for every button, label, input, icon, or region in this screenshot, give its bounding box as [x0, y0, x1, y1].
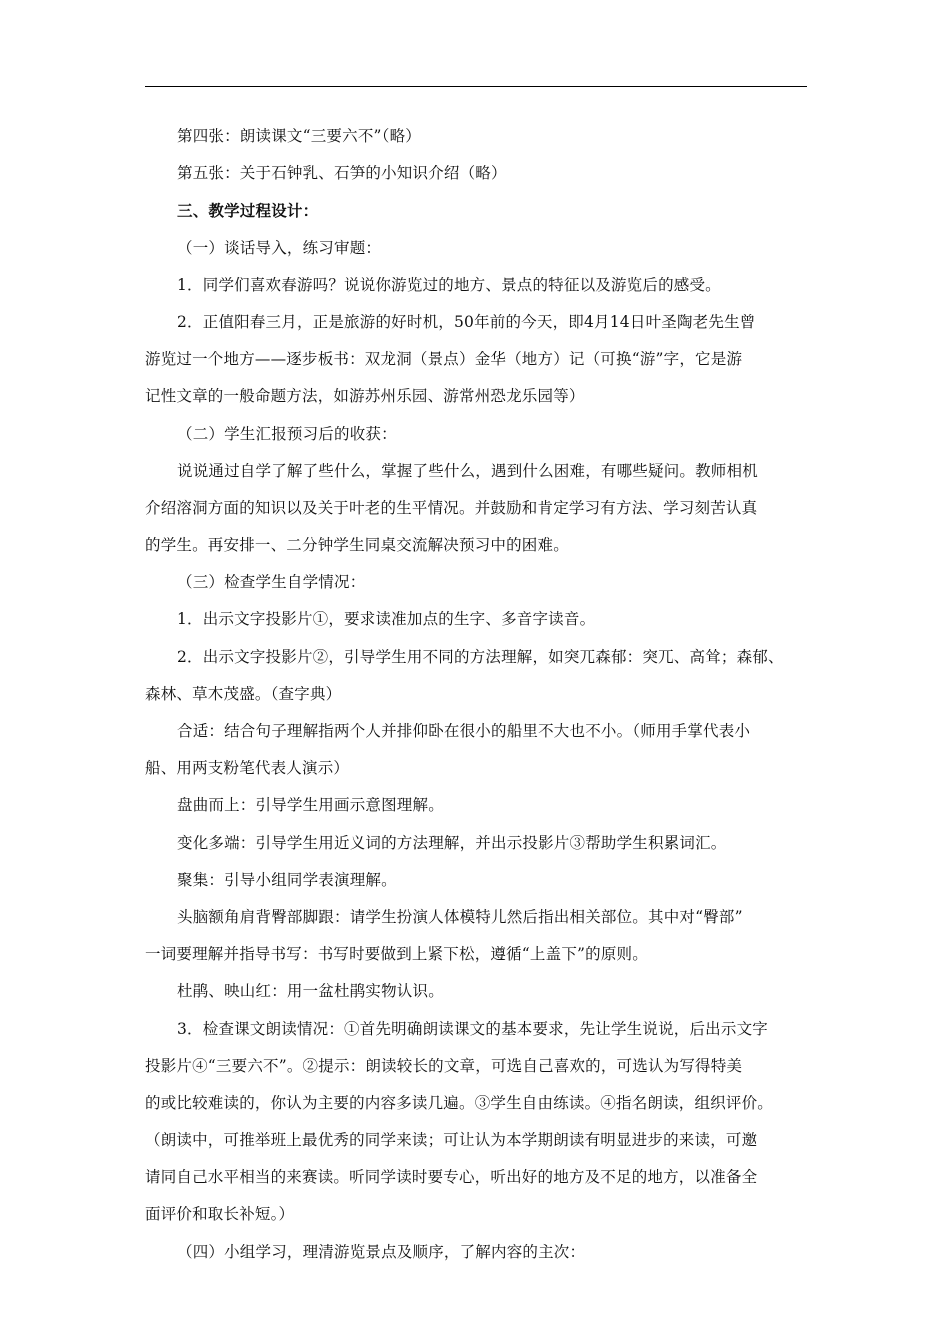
text-line: 的学生。再安排一、二分钟学生同桌交流解决预习中的困难。 [145, 536, 569, 555]
text-line: 变化多端：引导学生用近义词的方法理解，并出示投影片③帮助学生积累词汇。 [177, 833, 727, 852]
text-line: 聚集：引导小组同学表演理解。 [177, 870, 397, 889]
text-line: （四）小组学习，理清游览景点及顺序，了解内容的主次： [177, 1242, 586, 1261]
text-line: 1．出示文字投影片①，要求读准加点的生字、多音字读音。 [177, 610, 596, 629]
section-heading: 三、教学过程设计： [177, 201, 319, 221]
text-line: （三）检查学生自学情况： [177, 573, 366, 592]
text-line: 一词要理解并指导书写：书写时要做到上紧下松，遵循“上盖下”的原则。 [145, 945, 648, 964]
text-line: 船、用两支粉笔代表人演示） [145, 759, 350, 778]
text-line: 1．同学们喜欢春游吗？说说你游览过的地方、景点的特征以及游览后的感受。 [177, 275, 721, 294]
text-line: （二）学生汇报预习后的收获： [177, 424, 397, 443]
text-line: 盘曲而上：引导学生用画示意图理解。 [177, 796, 444, 815]
text-line: 森林、草木茂盛。（查字典） [145, 684, 342, 703]
text-line: 第四张：朗读课文“三要六不”（略） [177, 127, 421, 145]
text-line: 的或比较难读的，你认为主要的内容多读几遍。③学生自由练读。④指名朗读，组织评价。 [145, 1093, 774, 1112]
document-body [145, 118, 807, 1271]
text-line: 头脑额角肩背臀部脚跟：请学生扮演人体模特儿然后指出相关部位。其中对“臀部” [177, 907, 743, 926]
text-line: 2．正值阳春三月，正是旅游的好时机，50年前的今天，即4月14日叶圣陶老先生曾 [177, 312, 756, 331]
text-line: 面评价和取长补短。） [145, 1205, 295, 1224]
text-line: 杜鹃、映山红：用一盆杜鹃实物认识。 [177, 982, 444, 1001]
text-line: 说说通过自学了解了些什么，掌握了些什么，遇到什么困难，有哪些疑问。教师相机 [177, 461, 758, 480]
text-line: （一）谈话导入，练习审题： [177, 238, 382, 257]
text-line: 3．检查课文朗读情况：①首先明确朗读课文的基本要求，先让学生说说，后出示文字 [177, 1019, 768, 1038]
text-line: 请同自己水平相当的来赛读。听同学读时要专心，听出好的地方及不足的地方，以准备全 [145, 1168, 758, 1187]
text-line: 合适：结合句子理解指两个人并排仰卧在很小的船里不大也不小。（师用手掌代表小 [177, 722, 751, 740]
text-line: 投影片④“三要六不”。②提示：朗读较长的文章，可选自己喜欢的，可选认为写得特美 [145, 1056, 743, 1075]
text-line: 介绍溶洞方面的知识以及关于叶老的生平情况。并鼓励和肯定学习有方法、学习刻苦认真 [145, 498, 758, 517]
text-line: 2．出示文字投影片②，引导学生用不同的方法理解，如突兀森郁：突兀、高耸；森郁、 [177, 647, 784, 666]
text-line: 记性文章的一般命题方法，如游苏州乐园、游常州恐龙乐园等） [145, 387, 585, 406]
text-line: 游览过一个地方——逐步板书：双龙洞（景点）金华（地方）记（可换“游”字，它是游 [145, 350, 743, 369]
text-line: 第五张：关于石钟乳、石笋的小知识介绍（略） [177, 164, 507, 183]
text-line: （朗读中，可推举班上最优秀的同学来读；可让认为本学期朗读有明显进步的来读，可邀 [145, 1131, 758, 1150]
header-rule [145, 86, 807, 87]
